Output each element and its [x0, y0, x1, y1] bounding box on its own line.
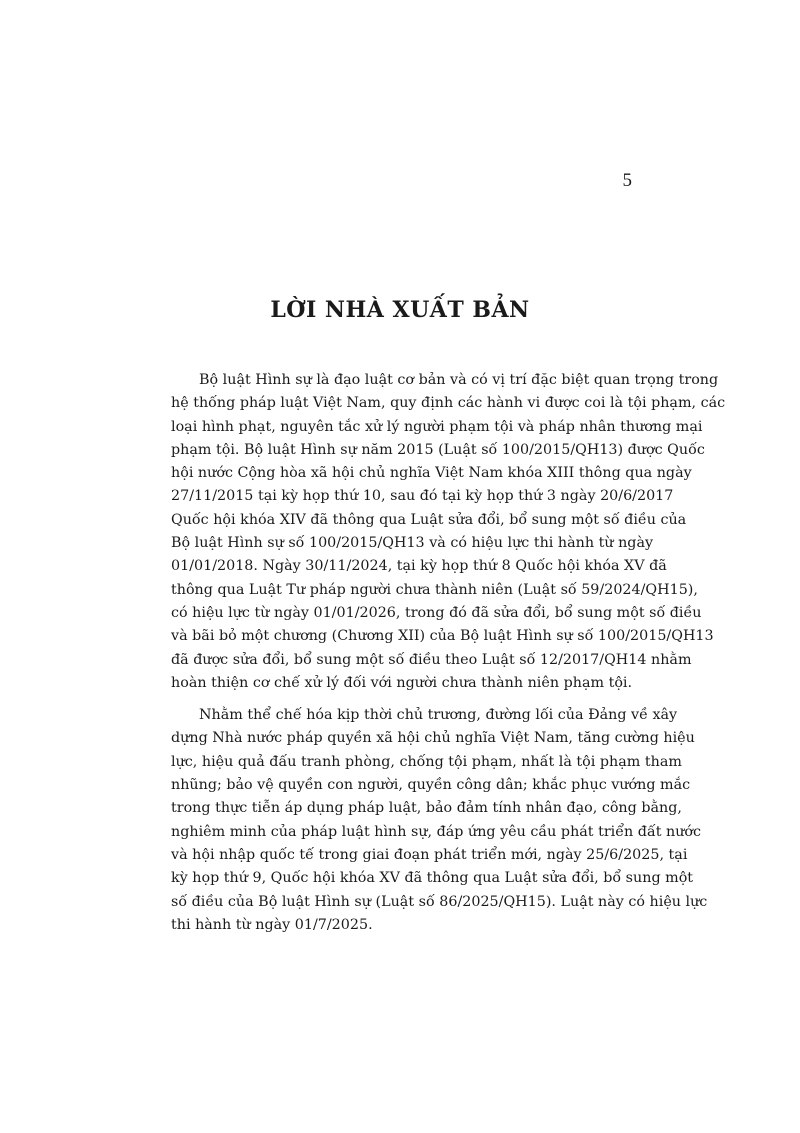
paragraph-line: thông qua Luật Tư pháp người chưa thành niên (Luật số 59/2024/QH15), [171, 581, 698, 598]
paragraph-line: loại hình phạt, nguyên tắc xử lý người phạm tội và pháp nhân thương mại [171, 418, 703, 435]
paragraph-line: Bộ luật Hình sự số 100/2015/QH13 và có hiệu lực thi hành từ ngày [171, 535, 654, 552]
paragraph-line: nghiêm minh của pháp luật hình sự, đáp ứng yêu cầu phát triển đất nước [171, 823, 702, 840]
paragraph-line: trong thực tiễn áp dụng pháp luật, bảo đảm tính nhân đạo, công bằng, [171, 800, 682, 817]
paragraph-line: nhũng; bảo vệ quyền con người, quyền công dân; khắc phục vướng mắc [171, 777, 691, 794]
body-text [171, 369, 726, 937]
paragraph-line: phạm tội. Bộ luật Hình sự năm 2015 (Luật số 100/2015/QH13) được Quốc [171, 441, 705, 458]
paragraph-line: Quốc hội khóa XIV đã thông qua Luật sửa đổi, bổ sung một số điều của [171, 511, 687, 528]
paragraph-line: lực, hiệu quả đấu tranh phòng, chống tội phạm, nhất là tội phạm tham [171, 753, 682, 770]
page-number: 5 [622, 170, 632, 191]
paragraph-line: và bãi bỏ một chương (Chương XII) của Bộ luật Hình sự số 100/2015/QH13 [171, 628, 714, 645]
paragraph-line: có hiệu lực từ ngày 01/01/2026, trong đó đã sửa đổi, bổ sung một số điều [171, 604, 702, 621]
page-title: LỜI NHÀ XUẤT BẢN [270, 297, 530, 323]
paragraph-line: 27/11/2015 tại kỳ họp thứ 10, sau đó tại kỳ họp thứ 3 ngày 20/6/2017 [171, 488, 674, 505]
paragraph-line: hoàn thiện cơ chế xử lý đối với người chưa thành niên phạm tội. [171, 674, 633, 691]
paragraph-line: Bộ luật Hình sự là đạo luật cơ bản và có vị trí đặc biệt quan trọng trong [199, 372, 719, 388]
paragraph-line: 01/01/2018. Ngày 30/11/2024, tại kỳ họp thứ 8 Quốc hội khóa XV đã [171, 558, 667, 575]
paragraph-line: Nhằm thể chế hóa kịp thời chủ trương, đường lối của Đảng về xây [199, 707, 678, 724]
paragraph-line: thi hành từ ngày 01/7/2025. [171, 916, 373, 933]
paragraph-line: kỳ họp thứ 9, Quốc hội khóa XV đã thông qua Luật sửa đổi, bổ sung một [171, 870, 694, 887]
paragraph-line: dựng Nhà nước pháp quyền xã hội chủ nghĩa Việt Nam, tăng cường hiệu [171, 730, 695, 747]
paragraph-line: và hội nhập quốc tế trong giai đoạn phát triển mới, ngày 25/6/2025, tại [171, 846, 688, 863]
paragraph-1 [171, 369, 726, 695]
paragraph-gap [171, 695, 631, 704]
paragraph-2 [171, 704, 708, 937]
paragraph-line: hệ thống pháp luật Việt Nam, quy định các hành vi được coi là tội phạm, các [171, 395, 726, 412]
paragraph-line: hội nước Cộng hòa xã hội chủ nghĩa Việt Nam khóa XIII thông qua ngày [171, 465, 692, 482]
paragraph-line: số điều của Bộ luật Hình sự (Luật số 86/2025/QH15). Luật này có hiệu lực [171, 893, 708, 910]
paragraph-line: đã được sửa đổi, bổ sung một số điều theo Luật số 12/2017/QH14 nhằm [171, 651, 692, 668]
